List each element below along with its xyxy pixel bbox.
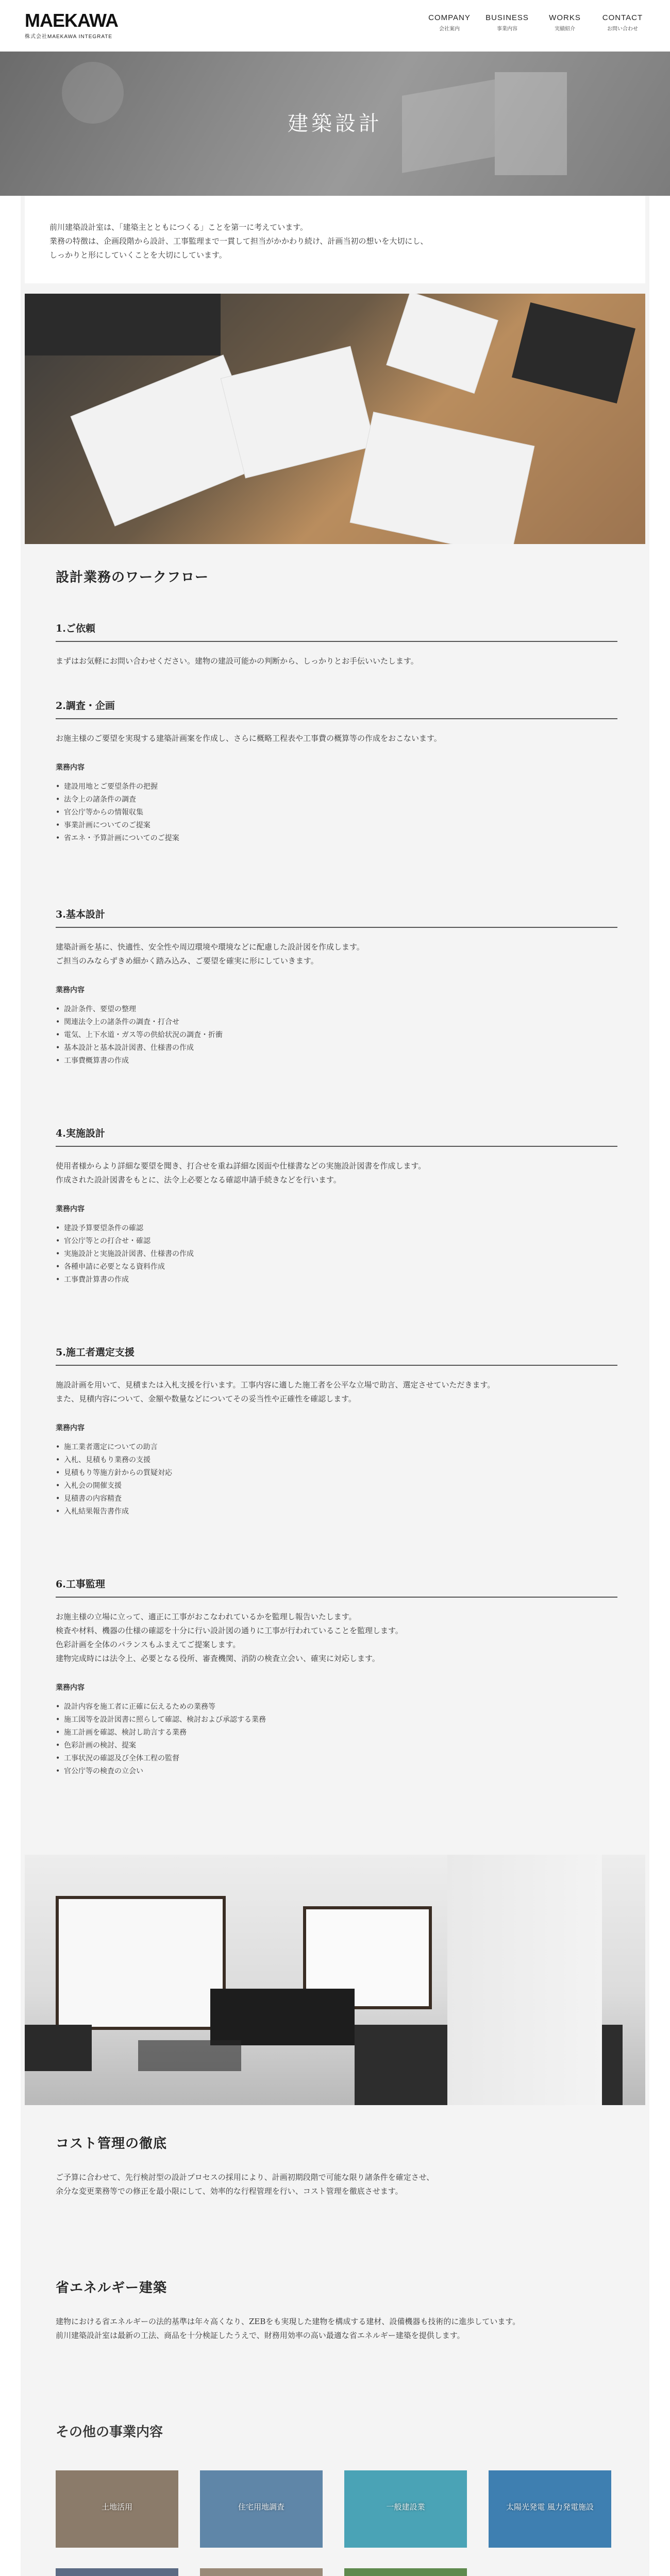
business-card-reform[interactable] [200, 2568, 323, 2576]
list-item: • 官公庁等からの情報収集 [56, 806, 617, 819]
step-text [56, 654, 617, 668]
document-image [350, 412, 535, 544]
business-card-land[interactable] [56, 2470, 178, 2548]
intro-box [25, 196, 645, 283]
step-line: 検査や材料、機器の仕様の確認を十分に行い設計図の通りに工事が行われていることを監理します。 [56, 1626, 403, 1635]
interior-photo [25, 1855, 645, 2105]
sofa-image [210, 1989, 355, 2045]
intro-line: 前川建築設計室は、「建築主とともにつくる」ことを第一に考えています。 [49, 223, 308, 232]
step-line: 色彩計画を全体のバランスもふまえてご提案します。 [56, 1640, 241, 1649]
hero-banner [0, 52, 670, 196]
list-item: • 入札会の開催支援 [56, 1480, 617, 1493]
step-line: 使用者様からより詳細な要望を聞き、打合せを重ね詳細な図面や仕様書などの実施設計図書を作成します。 [56, 1161, 426, 1171]
step-line: 建築計画を基に、快適性、安全性や周辺環境や環境などに配慮した設計図を作成します。 [56, 942, 364, 952]
cost-section [56, 2133, 617, 2198]
list-item: • 工事費概算書の作成 [56, 1055, 617, 1067]
list-item: • 事業計画についてのご提案 [56, 819, 617, 832]
task-list [56, 1701, 617, 1778]
nav-label: WORKS [549, 13, 581, 22]
step-line: お施主様の立場に立って、適正に工事がおこなわれているかを監理し報告いたします。 [56, 1612, 357, 1621]
list-item: • 工事費計算書の作成 [56, 1274, 617, 1286]
step-line: まずはお気軽にお問い合わせください。建物の建設可能かの判断から、しっかりとお手伝いいたします。 [56, 656, 418, 666]
nav-works[interactable] [536, 13, 594, 32]
step-text [56, 732, 617, 745]
section-title: コスト管理の徹底 [56, 2136, 167, 2151]
workflow-title: 設計業務のワークフロー [56, 570, 209, 585]
list-item: • 入札、見積もり業務の支援 [56, 1454, 617, 1467]
workflow-step-3 [56, 907, 617, 1067]
business-card-housing-survey[interactable] [200, 2470, 323, 2548]
step-heading: 4.実施設計 [56, 1126, 617, 1147]
step-heading: 2.調査・企画 [56, 698, 617, 719]
step-heading: 3.基本設計 [56, 907, 617, 928]
step-heading: 6.工事監理 [56, 1577, 617, 1598]
list-item: • 各種申請に必要となる資料作成 [56, 1261, 617, 1274]
energy-section [56, 2277, 617, 2343]
list-item: • 省エネ・予算計画についてのご提案 [56, 832, 617, 845]
section-line: 余分な変更業務等での修正を最小限にして、効率的な行程管理を行い、コスト管理を徹底させます。 [56, 2187, 403, 2196]
section-text [56, 2171, 617, 2198]
task-list [56, 1441, 617, 1518]
site-logo[interactable] [25, 11, 118, 40]
list-item: • 施工図等を設計図書に照らして確認、検討および承認する業務 [56, 1714, 617, 1726]
global-nav [421, 13, 651, 32]
section-line: 前川建築設計室は最新の工法、商品を十分検証したうえで、財務用効率の高い最適な省エネルギー建築を提供します。 [56, 2331, 465, 2340]
list-item: • 施工計画を確認、検討し助言する業務 [56, 1726, 617, 1739]
step-heading: 1.ご依頼 [56, 621, 617, 642]
list-item: • 法令上の諸条件の調査 [56, 793, 617, 806]
logo-subtext: 株式会社MAEKAWA INTEGRATE [25, 34, 113, 40]
nav-sublabel: 実績紹介 [555, 26, 575, 32]
tv-image [25, 2025, 92, 2071]
list-heading: 業務内容 [56, 986, 85, 994]
meeting-photo [25, 294, 645, 544]
person-silhouette [25, 294, 221, 355]
list-item: • 実施設計と実施設計図書、仕様書の作成 [56, 1248, 617, 1261]
site-header [0, 0, 670, 52]
document-image [221, 346, 376, 479]
document-image [386, 294, 498, 394]
logo-text: MAEKAWA [25, 10, 118, 31]
section-line: 建物における省エネルギーの法的基準は年々高くなり、ZEBをも実現した建物を構成する建材、設備機器も技術的に進歩しています。 [56, 2317, 521, 2326]
nav-sublabel: 会社案内 [439, 26, 460, 32]
other-business-title: その他の事業内容 [56, 2425, 163, 2440]
workflow-step-5 [56, 1345, 617, 1518]
list-heading: 業務内容 [56, 1684, 85, 1692]
step-line: 建物完成時には法令上、必要となる役所、審査機関、消防の検査立会い、確実に対応します。 [56, 1654, 380, 1663]
section-text [56, 2315, 617, 2343]
list-item: • 工事状況の確認及び全体工程の監督 [56, 1752, 617, 1765]
step-line: ご担当のみならずきめ細かく踏み込み、ご要望を確実に形にしていきます。 [56, 956, 319, 965]
coffee-table-image [138, 2040, 241, 2071]
list-heading: 業務内容 [56, 764, 85, 772]
step-text [56, 1159, 617, 1187]
nav-sublabel: 事業内容 [497, 26, 517, 32]
list-item: • 色彩計画の検討、提案 [56, 1739, 617, 1752]
section-title: 省エネルギー建築 [56, 2280, 167, 2296]
list-item: • 見積もり等施方針からの質疑対応 [56, 1467, 617, 1480]
intro-text [49, 221, 627, 262]
step-text [56, 1378, 617, 1406]
business-card-construction[interactable] [344, 2470, 467, 2548]
list-item: • 電気、上下水道・ガス等の供給状況の調査・折衝 [56, 1029, 617, 1042]
business-label: 土地活用 [101, 2502, 132, 2512]
task-list [56, 781, 617, 845]
step-heading: 5.施工者選定支援 [56, 1345, 617, 1366]
step-line: お施主様のご要望を実現する建築計画案を作成し、さらに概略工程表や工事費の概算等の作成をおこないます。 [56, 734, 442, 743]
step-text [56, 1610, 617, 1666]
nav-business[interactable] [478, 13, 536, 32]
step-text [56, 940, 617, 968]
intro-line: しっかりと形にしていくことを大切にしています。 [49, 250, 227, 260]
business-label: 住宅用地調査 [238, 2502, 284, 2512]
wall-panel-image [447, 1855, 602, 2105]
list-item: • 設計条件、要望の整理 [56, 1003, 617, 1016]
laptop-image [512, 302, 635, 403]
business-label: 太陽光発電 風力発電施設 [506, 2502, 594, 2512]
nav-label: CONTACT [602, 13, 643, 22]
business-card-energy[interactable] [489, 2470, 611, 2548]
list-heading: 業務内容 [56, 1424, 85, 1432]
list-item: • 入札結果報告書作成 [56, 1505, 617, 1518]
list-item: • 建設用地とご要望条件の把握 [56, 781, 617, 793]
list-item: • 基本設計と基本設計図書、仕様書の作成 [56, 1042, 617, 1055]
task-list [56, 1222, 617, 1286]
list-item: • 官公庁等の検査の立会い [56, 1765, 617, 1778]
list-item: • 施工業者選定についての助言 [56, 1441, 617, 1454]
task-list [56, 1003, 617, 1067]
workflow-step-2 [56, 698, 617, 845]
nav-label: COMPANY [428, 13, 471, 22]
list-item: • 見積書の内容精査 [56, 1493, 617, 1505]
list-item: • 関連法令上の諸条件の調査・打合せ [56, 1016, 617, 1029]
intro-line: 業務の特徴は、企画段階から設計、工事監理まで一貫して担当がかかわり続け、計画当初の想いを大切にし、 [49, 236, 428, 246]
section-line: ご予算に合わせて、先行検討型の設計プロセスの採用により、計画初期段階で可能な限り諸条件を確定させ、 [56, 2173, 434, 2182]
step-line: 施設計画を用いて、見積または入札支援を行います。工事内容に適した施工者を公平な立場で助言、選定させていただきます。 [56, 1380, 495, 1389]
nav-contact[interactable] [594, 13, 651, 32]
step-line: また、見積内容について、金額や数量などについてその妥当性や正確性を確認します。 [56, 1394, 356, 1403]
workflow-section [56, 567, 617, 586]
workflow-step-1 [56, 621, 617, 668]
nav-sublabel: お問い合わせ [607, 26, 638, 32]
business-label: 一般建設業 [386, 2502, 425, 2512]
workflow-step-4 [56, 1126, 617, 1286]
page-title: 建築設計 [288, 112, 382, 135]
list-item: • 設計内容を施工者に正確に伝えるための業務等 [56, 1701, 617, 1714]
business-card-building-management[interactable] [56, 2568, 178, 2576]
step-line: 作成された設計図書をもとに、法令上必要となる確認申請手続きなどを行います。 [56, 1175, 341, 1184]
workflow-step-6 [56, 1577, 617, 1778]
list-item: • 建設予算要望条件の確認 [56, 1222, 617, 1235]
business-card-real-estate[interactable] [344, 2568, 467, 2576]
nav-company[interactable] [421, 13, 478, 32]
list-item: • 官公庁等との打合せ・確認 [56, 1235, 617, 1248]
list-heading: 業務内容 [56, 1205, 85, 1213]
nav-label: BUSINESS [485, 13, 529, 22]
window-image [56, 1896, 226, 2030]
